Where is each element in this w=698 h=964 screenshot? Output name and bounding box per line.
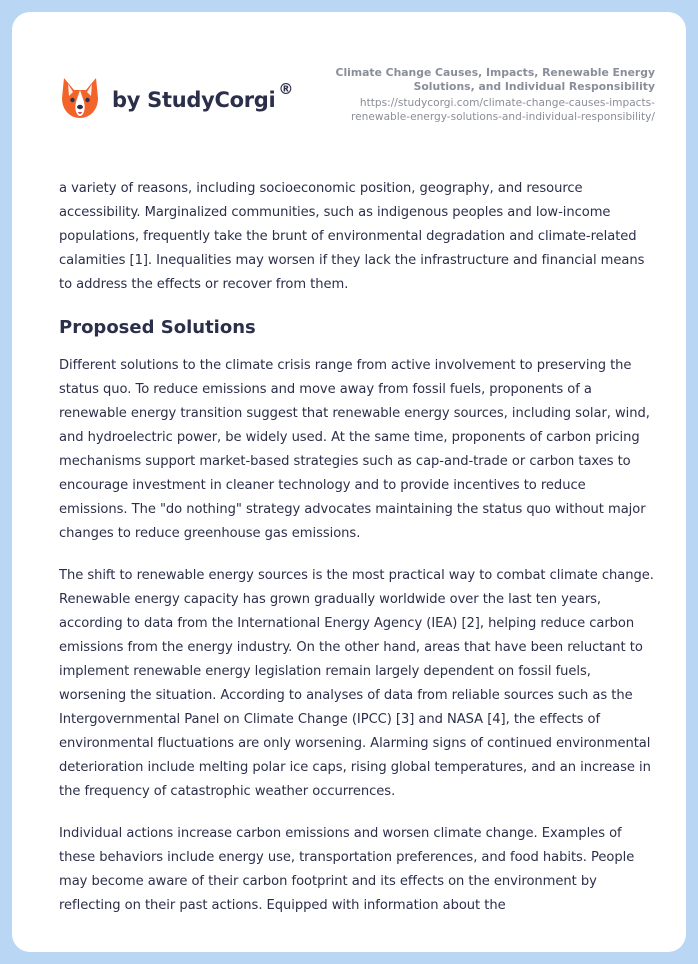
brand-name: by StudyCorgi ®: [112, 80, 294, 112]
document-meta: [325, 66, 655, 124]
registered-mark: ®: [278, 80, 294, 98]
page-header: [12, 12, 686, 152]
document-title: Climate Change Causes, Impacts, Renewable Energy Solutions, and Individual Responsibility: [335, 66, 655, 93]
paragraph-renewable-shift: The shift to renewable energy sources is the most practical way to combat climate change. Renewable energy capacity has grown gradually worldwide over the last ten years, according to data from the International Energy Agency (IEA) [2], helping reduce carbon emissions from the energy industry. On the other hand, areas that have been reluctant to implement renewable energy legislation remain largely dependent on fossil fuels, worsening the situation. According to analyses of data from reliable sources such as the Intergovernmental Panel on Climate Change (IPCC) [3] and NASA [4], the effects of environmental fluctuations are only worsening. Alarming signs of continued environmental deterioration include melting polar ice caps, rising global temperatures, and an increase in the frequency of catastrophic weather occurrences.: [59, 568, 654, 799]
corgi-icon: [60, 76, 100, 120]
document-page: [12, 12, 686, 952]
paragraph-solutions: Different solutions to the climate crisis range from active involvement to preserving the status quo. To reduce emissions and move away from fossil fuels, proponents of a renewable energy transition suggest that renewable energy sources, including solar, wind, and hydroelectric power, be widely used. At the same time, proponents of carbon pricing mechanisms support market-based strategies such as cap-and-trade or carbon taxes to encourage investment in cleaner technology and to provide incentives to reduce emissions. The "do nothing" strategy advocates maintaining the status quo without major changes to reduce greenhouse gas emissions.: [59, 358, 650, 541]
paragraph-individual-actions: Individual actions increase carbon emissions and worsen climate change. Examples of these behaviors include energy use, transportation preferences, and food habits. People may become aware of their carbon footprint and its effects on the environment by reflecting on their past actions. Equipped with information about the: [59, 826, 635, 913]
section-heading: Proposed Solutions: [59, 317, 256, 338]
studycorgi-logo[interactable]: [60, 76, 293, 120]
document-body: [59, 177, 657, 936]
document-url[interactable]: https://studycorgi.com/climate-change-causes-impacts-renewable-energy-solutions-and-individual-responsibility/: [351, 97, 655, 123]
intro-paragraph: a variety of reasons, including socioeconomic position, geography, and resource accessibility. Marginalized communities, such as indigenous peoples and low-income populations, frequently take the brunt of environmental degradation and climate-related calamities [1]. Inequalities may worsen if they lack the infrastructure and financial means to address the effects or recover from them.: [59, 181, 645, 292]
